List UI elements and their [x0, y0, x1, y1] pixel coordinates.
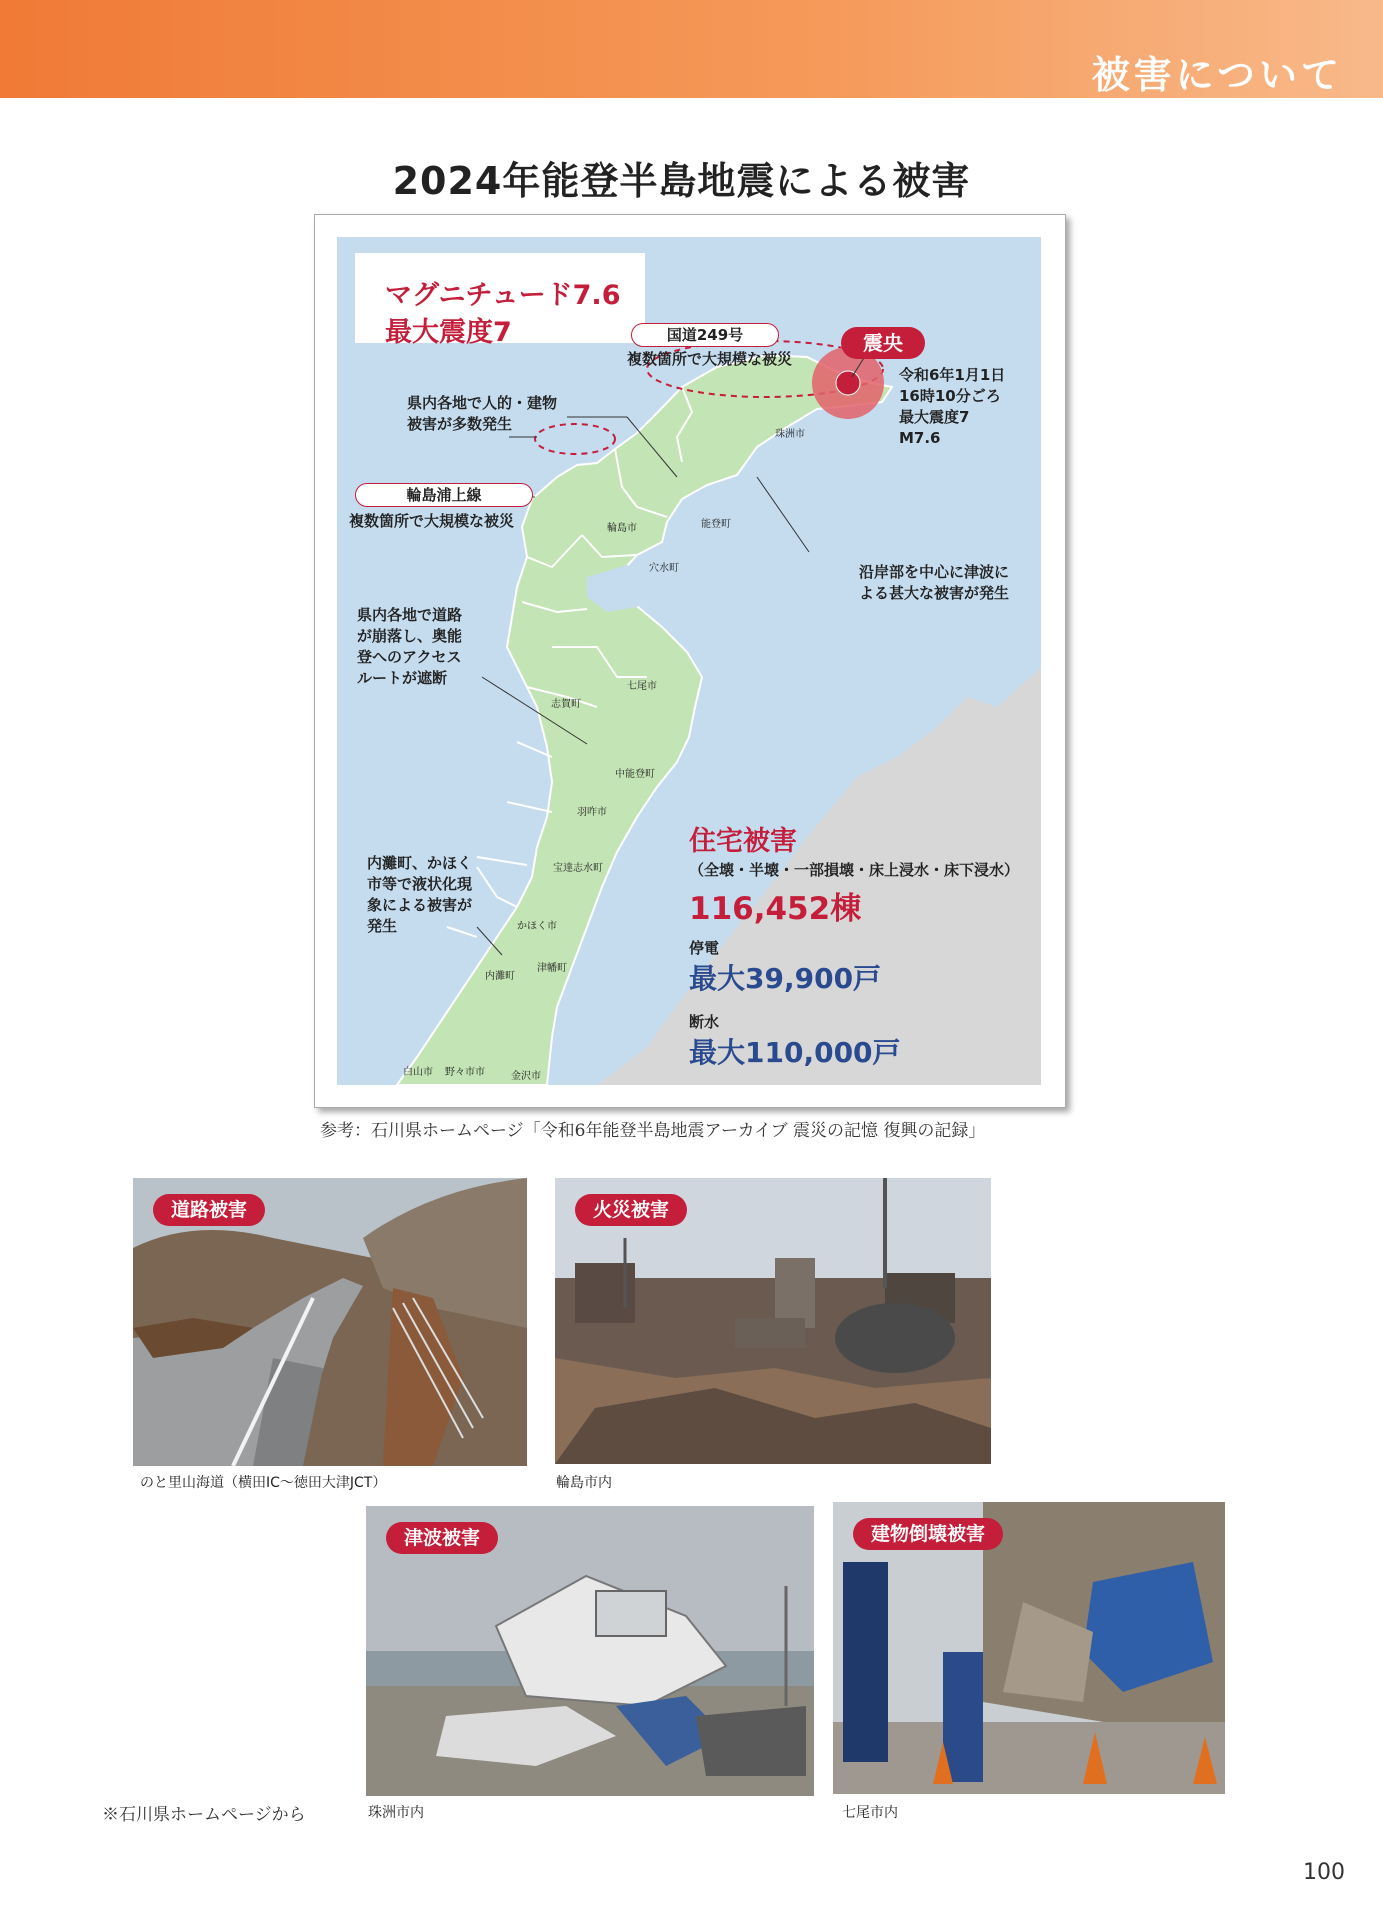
section-title: 被害について	[1091, 53, 1343, 97]
reference-note: 参考：石川県ホームページ「令和6年能登半島地震アーカイブ 震災の記憶 復興の記録」	[320, 1121, 986, 1141]
photo-tag-fire: 火災被害	[575, 1194, 687, 1226]
magnitude-value: マグニチュード7.6	[385, 280, 621, 311]
caption-fire: 輪島市内	[556, 1475, 612, 1491]
city-suzu: 珠洲市	[775, 429, 805, 440]
city-nonoichi: 野々市市	[445, 1067, 485, 1078]
city-shika: 志賀町	[551, 699, 581, 710]
city-kanazawa: 金沢市	[511, 1071, 541, 1082]
photo-tag-building: 建物倒壊被害	[853, 1518, 1003, 1550]
photo-fire-damage	[555, 1178, 991, 1464]
max-intensity: 最大震度7	[385, 317, 512, 348]
caption-tsunami: 珠洲市内	[368, 1805, 424, 1821]
city-nakanoto: 中能登町	[615, 769, 655, 780]
caption-road: のと里山海道（横田IC～徳田大津JCT）	[140, 1475, 387, 1491]
housing-damage-sub: （全壊・半壊・一部損壊・床上浸水・床下浸水）	[689, 861, 1020, 879]
city-wajima: 輪島市	[607, 523, 637, 534]
map-canvas	[337, 237, 1041, 1085]
city-hakusan: 白山市	[403, 1067, 433, 1078]
footnote: ※石川県ホームページから	[102, 1805, 306, 1825]
tsunami-note: 沿岸部を中心に津波に よる甚大な被害が発生	[859, 563, 1010, 602]
city-anamizu: 穴水町	[649, 563, 679, 574]
page-number: 100	[1303, 1860, 1345, 1885]
photo-building-collapse	[833, 1502, 1225, 1794]
epicenter-badge: 震央	[841, 327, 925, 359]
power-value: 最大39,900戸	[689, 962, 882, 995]
city-kahoku: かほく市	[517, 921, 557, 932]
damage-map	[314, 214, 1066, 1108]
photo-tag-road: 道路被害	[153, 1194, 265, 1226]
water-value: 最大110,000戸	[689, 1036, 901, 1069]
epicenter-dot	[836, 371, 860, 395]
water-label: 断水	[689, 1013, 720, 1031]
city-uchinada: 内灘町	[485, 971, 515, 982]
page-title: 2024年能登半島地震による被害	[392, 159, 971, 203]
liquefaction-note: 内灘町、かほく 市等で液状化現 象による被害が 発生	[367, 854, 473, 935]
photo-tsunami-damage	[366, 1506, 814, 1796]
wajima-line-desc: 複数箇所で大規模な被災	[349, 512, 515, 530]
casualty-note: 県内各地で人的・建物 被害が多数発生	[407, 394, 558, 433]
housing-damage-value: 116,452棟	[689, 891, 862, 927]
route249-label: 国道249号	[631, 323, 779, 347]
housing-damage-label: 住宅被害	[689, 826, 797, 857]
city-hodatsushimizu: 宝達志水町	[553, 863, 603, 874]
caption-building: 七尾市内	[842, 1805, 898, 1821]
city-nanao: 七尾市	[627, 681, 657, 692]
photo-tag-tsunami: 津波被害	[386, 1522, 498, 1554]
route249-desc: 複数箇所で大規模な被災	[627, 350, 793, 368]
city-tsubata: 津幡町	[537, 963, 567, 974]
epicenter-info: 令和6年1月1日 16時10分ごろ 最大震度7 M7.6	[899, 366, 1006, 447]
power-label: 停電	[689, 939, 720, 957]
magnitude-box	[355, 253, 645, 348]
photo-road-damage	[133, 1178, 527, 1466]
wajima-line-label: 輪島浦上線	[355, 483, 533, 507]
road-collapse-note: 県内各地で道路 が崩落し、奥能 登へのアクセス ルートが遮断	[357, 606, 463, 687]
city-hakui: 羽咋市	[577, 807, 607, 818]
city-noto: 能登町	[701, 519, 731, 530]
